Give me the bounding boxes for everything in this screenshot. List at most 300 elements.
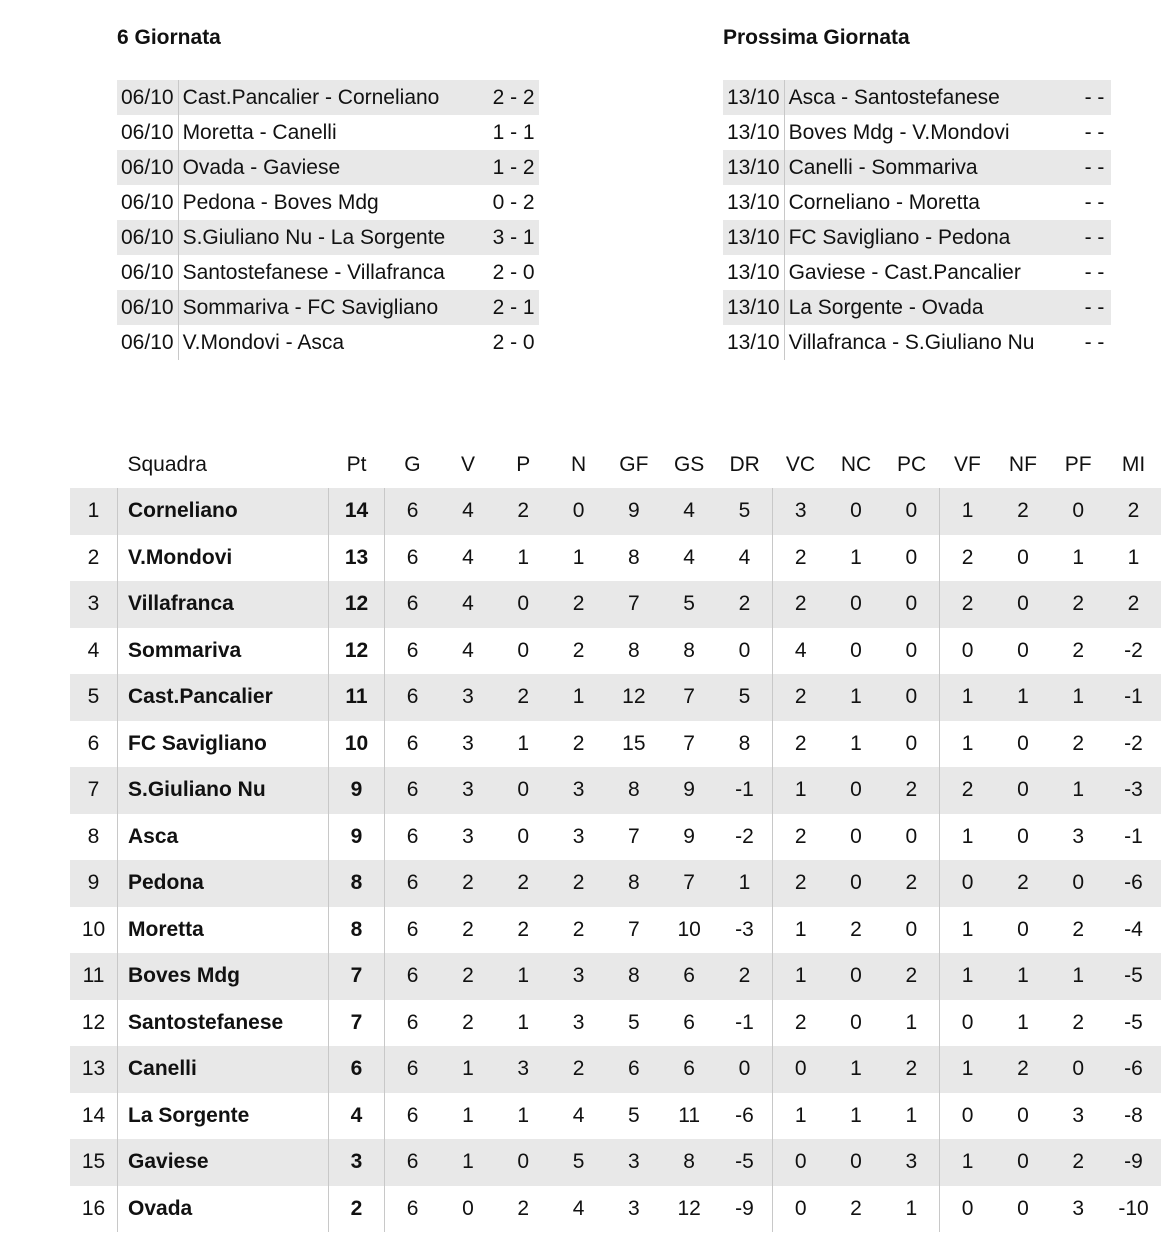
stat-cell-nf: 0 (1017, 545, 1029, 569)
points-cell: 12 (329, 581, 385, 628)
stat-cell-gs: 5 (661, 581, 716, 628)
stat-cell-nf: 2 (995, 1046, 1050, 1093)
stat-cell-vc: 2 (773, 860, 829, 907)
match-teams: Moretta - Canelli (182, 120, 337, 144)
stat-cell-gs: 9 (661, 767, 716, 814)
stat-cell-mi: -1 (1106, 674, 1161, 721)
stat-cell-nf: 1 (1017, 1010, 1029, 1034)
match-date: 13/10 (723, 80, 784, 115)
stat-cell-p: 0 (517, 824, 530, 848)
stat-cell-n: 4 (572, 1196, 585, 1220)
stat-cell-nc: 1 (828, 1046, 883, 1093)
stat-cell-pc: 0 (884, 488, 940, 535)
stat-cell-gf: 8 (627, 638, 640, 662)
stat-cell-pf: 2 (1072, 1010, 1085, 1034)
stat-cell-pc: 1 (884, 1093, 940, 1140)
stat-cell-dr: 5 (717, 488, 773, 535)
stat-cell-g: 6 (385, 581, 441, 628)
rank-cell: 12 (81, 1010, 106, 1034)
column-header-pf: PF (1064, 453, 1092, 476)
stat-cell-nc: 0 (828, 860, 883, 907)
stat-cell-mi: 2 (1106, 488, 1161, 535)
stat-cell-dr: -1 (717, 767, 773, 814)
match-teams: FC Savigliano - Pedona (784, 220, 1075, 255)
stat-cell-p: 1 (517, 1103, 530, 1127)
match-row (117, 255, 539, 290)
stat-cell-gs: 7 (683, 731, 695, 755)
stat-cell-p: 1 (517, 731, 530, 755)
match-row (723, 80, 1111, 115)
stat-cell-pc: 0 (884, 674, 940, 721)
stat-cell-vf: 0 (961, 638, 974, 662)
match-row (723, 290, 1111, 325)
stat-cell-vc: 0 (773, 1046, 829, 1093)
stat-cell-vf: 2 (961, 545, 974, 569)
standings-table (70, 442, 1162, 1232)
match-score: - - (1084, 190, 1105, 214)
standings-row (70, 767, 1161, 814)
rank-cell: 14 (81, 1103, 106, 1127)
stat-cell-vf: 1 (961, 824, 974, 848)
team-name: V.Mondovi (118, 535, 329, 582)
standings-header-row (70, 442, 1161, 488)
stat-cell-dr: 0 (717, 628, 773, 675)
stat-cell-pc: 2 (884, 860, 940, 907)
column-header-vf: VF (953, 453, 981, 476)
stat-cell-p: 1 (517, 545, 530, 569)
column-header-gf: GF (619, 453, 649, 476)
stat-cell-gs: 7 (661, 674, 716, 721)
stat-cell-gf: 3 (627, 1196, 640, 1220)
column-header-mi: MI (1121, 453, 1146, 476)
stat-cell-n: 2 (551, 581, 606, 628)
stat-cell-g: 6 (385, 1139, 441, 1186)
stat-cell-v: 3 (462, 824, 474, 848)
rank-cell: 4 (87, 638, 100, 662)
match-row (723, 115, 1111, 150)
match-row (117, 185, 539, 220)
column-header-pt: Pt (346, 453, 367, 476)
stat-cell-mi: -5 (1124, 1010, 1143, 1034)
stat-cell-mi: -9 (1106, 1139, 1161, 1186)
stat-cell-nc: 0 (850, 638, 862, 662)
column-header-nc: NC (840, 453, 872, 476)
team-name: Boves Mdg (118, 953, 329, 1000)
match-score: 2 - 0 (492, 260, 535, 284)
match-score: 1 - 1 (492, 120, 535, 144)
stat-cell-p: 2 (517, 1196, 530, 1220)
column-header-gs: GS (673, 453, 705, 476)
team-name: Asca (118, 814, 329, 861)
stat-cell-vf: 1 (939, 488, 995, 535)
stat-cell-g: 6 (385, 953, 441, 1000)
stat-cell-vf: 1 (939, 1139, 995, 1186)
stat-cell-n: 3 (572, 824, 585, 848)
points-cell: 11 (329, 674, 385, 721)
stat-cell-v: 2 (462, 917, 474, 941)
stat-cell-gf: 15 (622, 731, 646, 755)
stat-cell-g: 6 (385, 767, 441, 814)
team-name: Sommariva (118, 628, 329, 675)
stat-cell-n: 1 (551, 674, 606, 721)
stat-cell-p: 0 (496, 1139, 551, 1186)
match-teams: Ovada - Gaviese (178, 150, 483, 185)
rank-cell: 6 (87, 731, 100, 755)
rank-cell: 10 (81, 917, 106, 941)
stat-cell-g: 6 (406, 638, 419, 662)
team-name: La Sorgente (118, 1093, 329, 1140)
stat-cell-n: 3 (551, 767, 606, 814)
stat-cell-p: 0 (496, 581, 551, 628)
standings-row (70, 1046, 1161, 1093)
stat-cell-v: 4 (462, 638, 474, 662)
stat-cell-pf: 3 (1072, 1196, 1085, 1220)
stat-cell-gs: 12 (677, 1196, 701, 1220)
team-name: Pedona (118, 860, 329, 907)
stat-cell-nf: 0 (1017, 824, 1029, 848)
match-teams: Sommariva - FC Savigliano (178, 290, 483, 325)
stat-cell-nc: 0 (850, 1010, 862, 1034)
stat-cell-gs: 6 (661, 1046, 716, 1093)
match-row (117, 115, 539, 150)
stat-cell-nc: 2 (850, 917, 862, 941)
stat-cell-nc: 0 (828, 488, 883, 535)
match-score: - - (1075, 150, 1111, 185)
column-header-p: P (516, 453, 531, 476)
stat-cell-dr: 5 (717, 674, 773, 721)
match-teams: Gaviese - Cast.Pancalier (788, 260, 1021, 284)
stat-cell-g: 6 (385, 488, 441, 535)
match-teams: Villafranca - S.Giuliano Nu (788, 330, 1035, 354)
stat-cell-pc: 0 (884, 814, 940, 861)
stat-cell-n: 2 (551, 1046, 606, 1093)
stat-cell-v: 3 (440, 767, 495, 814)
team-name: Moretta (118, 907, 329, 954)
points-cell: 10 (329, 721, 385, 768)
stat-cell-g: 6 (406, 824, 419, 848)
match-score: - - (1084, 260, 1105, 284)
match-date: 13/10 (723, 185, 784, 220)
stat-cell-vc: 1 (794, 917, 807, 941)
team-name: Santostefanese (118, 1000, 329, 1047)
column-header-nf: NF (1008, 453, 1037, 476)
stat-cell-v: 2 (462, 1010, 474, 1034)
match-date: 13/10 (723, 115, 784, 150)
column-header-vc: VC (785, 453, 816, 476)
stat-cell-dr: 2 (717, 581, 773, 628)
stat-cell-nf: 0 (995, 767, 1050, 814)
stat-cell-gf: 3 (606, 1139, 661, 1186)
match-row (723, 255, 1111, 290)
stat-cell-vc: 2 (794, 1010, 807, 1034)
stat-cell-mi: -6 (1106, 1046, 1161, 1093)
match-score: 2 - 0 (492, 330, 535, 354)
stat-cell-gf: 8 (606, 767, 661, 814)
stat-cell-gs: 9 (683, 824, 695, 848)
match-teams: Pedona - Boves Mdg (182, 190, 379, 214)
stat-cell-nf: 0 (1017, 731, 1029, 755)
stat-cell-nc: 0 (828, 767, 883, 814)
stat-cell-vc: 1 (773, 767, 829, 814)
points-cell: 8 (329, 860, 385, 907)
rank-cell: 11 (70, 953, 118, 1000)
match-date: 13/10 (723, 290, 784, 325)
stat-cell-mi: -10 (1118, 1196, 1149, 1220)
stat-cell-nf: 1 (995, 953, 1050, 1000)
team-name: Cast.Pancalier (118, 674, 329, 721)
stat-cell-pc: 0 (884, 628, 940, 675)
stat-cell-vc: 3 (773, 488, 829, 535)
column-header-rank (70, 442, 118, 488)
standings-row (70, 953, 1161, 1000)
stat-cell-g: 6 (406, 1196, 419, 1220)
stat-cell-pf: 2 (1051, 581, 1106, 628)
match-row (117, 80, 539, 115)
stat-cell-pc: 0 (884, 535, 940, 582)
standings-row (70, 581, 1161, 628)
stat-cell-mi: -3 (1106, 767, 1161, 814)
stat-cell-p: 0 (517, 638, 530, 662)
rank-cell: 8 (87, 824, 100, 848)
stat-cell-pc: 0 (884, 907, 940, 954)
stat-cell-n: 2 (572, 638, 585, 662)
stat-cell-gs: 6 (661, 953, 716, 1000)
stat-cell-vf: 0 (961, 1196, 974, 1220)
stat-cell-nf: 0 (995, 1139, 1050, 1186)
stat-cell-n: 2 (572, 731, 585, 755)
match-date: 06/10 (117, 115, 178, 150)
points-cell: 4 (329, 1093, 385, 1140)
match-score: 1 - 2 (483, 150, 539, 185)
stat-cell-nc: 1 (828, 674, 883, 721)
match-date: 13/10 (723, 325, 784, 360)
stat-cell-nc: 2 (850, 1196, 862, 1220)
stat-cell-vf: 1 (961, 917, 974, 941)
stat-cell-v: 1 (462, 1103, 474, 1127)
stat-cell-vc: 1 (794, 1103, 807, 1127)
points-cell: 9 (329, 814, 385, 861)
stat-cell-vf: 0 (939, 860, 995, 907)
column-header-v: V (460, 453, 475, 476)
standings-row (70, 814, 1161, 861)
match-score: 0 - 2 (492, 190, 535, 214)
stat-cell-pc: 2 (884, 767, 940, 814)
column-header-squadra: Squadra (127, 453, 207, 476)
stat-cell-n: 3 (572, 1010, 585, 1034)
match-teams: S.Giuliano Nu - La Sorgente (178, 220, 483, 255)
stat-cell-p: 2 (496, 860, 551, 907)
stat-cell-vc: 2 (794, 731, 807, 755)
stat-cell-nf: 1 (995, 674, 1050, 721)
stat-cell-vc: 2 (794, 824, 807, 848)
stat-cell-vf: 1 (939, 953, 995, 1000)
stat-cell-p: 2 (517, 917, 530, 941)
stat-cell-gs: 6 (683, 1010, 695, 1034)
stat-cell-nf: 0 (995, 581, 1050, 628)
standings-row (70, 628, 1161, 675)
standings-row (70, 1186, 1161, 1233)
stat-cell-nc: 0 (828, 953, 883, 1000)
match-score: 3 - 1 (483, 220, 539, 255)
stat-cell-dr: -3 (717, 907, 773, 954)
team-name: S.Giuliano Nu (118, 767, 329, 814)
match-teams: Boves Mdg - V.Mondovi (788, 120, 1010, 144)
match-teams: Corneliano - Moretta (788, 190, 980, 214)
stat-cell-vf: 0 (961, 1010, 974, 1034)
points-cell: 12 (329, 628, 385, 675)
current-round-results-table (117, 80, 539, 360)
team-name: Gaviese (118, 1139, 329, 1186)
match-row (723, 325, 1111, 360)
standings-row (70, 1093, 1161, 1140)
stat-cell-n: 1 (572, 545, 585, 569)
next-round-panel (723, 24, 1111, 360)
stat-cell-pf: 2 (1072, 917, 1085, 941)
match-row (117, 290, 539, 325)
points-cell: 2 (329, 1186, 385, 1233)
stat-cell-pc: 0 (884, 721, 940, 768)
stat-cell-p: 3 (496, 1046, 551, 1093)
stat-cell-pc: 2 (884, 953, 940, 1000)
match-date: 13/10 (723, 220, 784, 255)
stat-cell-g: 6 (406, 1103, 419, 1127)
stat-cell-pf: 1 (1072, 545, 1085, 569)
rank-cell: 1 (70, 488, 118, 535)
stat-cell-v: 4 (440, 581, 495, 628)
stat-cell-p: 2 (496, 488, 551, 535)
match-row (723, 150, 1111, 185)
stat-cell-vc: 0 (794, 1196, 807, 1220)
stat-cell-gf: 6 (606, 1046, 661, 1093)
stat-cell-gs: 4 (683, 545, 695, 569)
stat-cell-pf: 2 (1051, 1139, 1106, 1186)
rank-cell: 13 (70, 1046, 118, 1093)
stat-cell-nc: 1 (850, 545, 862, 569)
points-cell: 13 (329, 535, 385, 582)
stat-cell-pc: 0 (884, 581, 940, 628)
rank-cell: 7 (70, 767, 118, 814)
stat-cell-n: 2 (572, 917, 585, 941)
team-name: Villafranca (118, 581, 329, 628)
stat-cell-gs: 8 (661, 1139, 716, 1186)
match-score: 2 - 1 (483, 290, 539, 325)
match-date: 06/10 (117, 150, 178, 185)
stat-cell-mi: -2 (1124, 638, 1143, 662)
stat-cell-n: 0 (551, 488, 606, 535)
stat-cell-dr: -5 (717, 1139, 773, 1186)
points-cell: 9 (329, 767, 385, 814)
points-cell: 7 (329, 953, 385, 1000)
stat-cell-gf: 12 (606, 674, 661, 721)
match-date: 06/10 (117, 185, 178, 220)
match-teams: Asca - Santostefanese (784, 80, 1075, 115)
current-round-title: 6 Giornata (117, 26, 221, 49)
stat-cell-gf: 7 (627, 824, 640, 848)
rank-cell: 5 (70, 674, 118, 721)
match-teams: Canelli - Sommariva (784, 150, 1075, 185)
match-score: - - (1075, 80, 1111, 115)
stat-cell-g: 6 (406, 1010, 419, 1034)
stat-cell-mi: -8 (1124, 1103, 1143, 1127)
stat-cell-pf: 0 (1051, 860, 1106, 907)
stat-cell-v: 2 (440, 953, 495, 1000)
stat-cell-gf: 8 (606, 860, 661, 907)
stat-cell-gf: 5 (627, 1103, 640, 1127)
match-teams: V.Mondovi - Asca (182, 330, 345, 354)
stat-cell-gf: 5 (627, 1010, 640, 1034)
match-row (723, 185, 1111, 220)
stat-cell-gs: 7 (661, 860, 716, 907)
stat-cell-pf: 2 (1072, 638, 1085, 662)
stat-cell-mi: -6 (1106, 860, 1161, 907)
match-score: - - (1075, 290, 1111, 325)
match-teams: La Sorgente - Ovada (784, 290, 1075, 325)
team-name: Corneliano (118, 488, 329, 535)
stat-cell-nc: 0 (850, 824, 862, 848)
stat-cell-n: 4 (572, 1103, 585, 1127)
stat-cell-nf: 0 (1017, 1196, 1029, 1220)
match-score: - - (1084, 330, 1105, 354)
stat-cell-nc: 1 (850, 1103, 862, 1127)
match-date: 13/10 (723, 150, 784, 185)
match-date: 06/10 (117, 80, 178, 115)
points-cell: 8 (329, 907, 385, 954)
stat-cell-nc: 0 (828, 1139, 883, 1186)
stat-cell-g: 6 (406, 545, 419, 569)
standings-row (70, 1000, 1161, 1047)
stat-cell-v: 4 (440, 488, 495, 535)
stat-cell-vf: 1 (939, 674, 995, 721)
stat-cell-dr: 1 (717, 860, 773, 907)
stat-cell-dr: -2 (717, 814, 773, 861)
stat-cell-v: 1 (440, 1046, 495, 1093)
team-name: Ovada (118, 1186, 329, 1233)
stat-cell-nc: 0 (828, 581, 883, 628)
current-round-panel (117, 24, 539, 360)
stat-cell-g: 6 (385, 860, 441, 907)
stat-cell-p: 0 (496, 767, 551, 814)
column-header-g: G (404, 453, 421, 476)
stat-cell-pf: 3 (1072, 1103, 1085, 1127)
stat-cell-nf: 0 (1017, 638, 1029, 662)
stat-cell-mi: 2 (1106, 581, 1161, 628)
points-cell: 6 (329, 1046, 385, 1093)
match-date: 06/10 (117, 255, 178, 290)
stat-cell-gf: 9 (606, 488, 661, 535)
standings-row (70, 488, 1161, 535)
next-round-fixtures-table (723, 80, 1111, 360)
stat-cell-mi: -2 (1124, 731, 1143, 755)
team-name: FC Savigliano (118, 721, 329, 768)
stat-cell-vc: 4 (794, 638, 807, 662)
standings-row (70, 674, 1161, 721)
stat-cell-dr: 2 (717, 953, 773, 1000)
match-score: 2 - 2 (483, 80, 539, 115)
stat-cell-pf: 1 (1051, 674, 1106, 721)
stat-cell-gs: 4 (661, 488, 716, 535)
stat-cell-pf: 1 (1051, 953, 1106, 1000)
stat-cell-p: 2 (496, 674, 551, 721)
stat-cell-dr: 4 (717, 535, 773, 582)
points-cell: 3 (329, 1139, 385, 1186)
stat-cell-v: 2 (440, 860, 495, 907)
rank-cell: 15 (70, 1139, 118, 1186)
stat-cell-vc: 0 (773, 1139, 829, 1186)
stat-cell-gf: 8 (627, 545, 640, 569)
stat-cell-gf: 7 (606, 581, 661, 628)
stat-cell-gs: 11 (678, 1103, 701, 1127)
stat-cell-g: 6 (385, 674, 441, 721)
